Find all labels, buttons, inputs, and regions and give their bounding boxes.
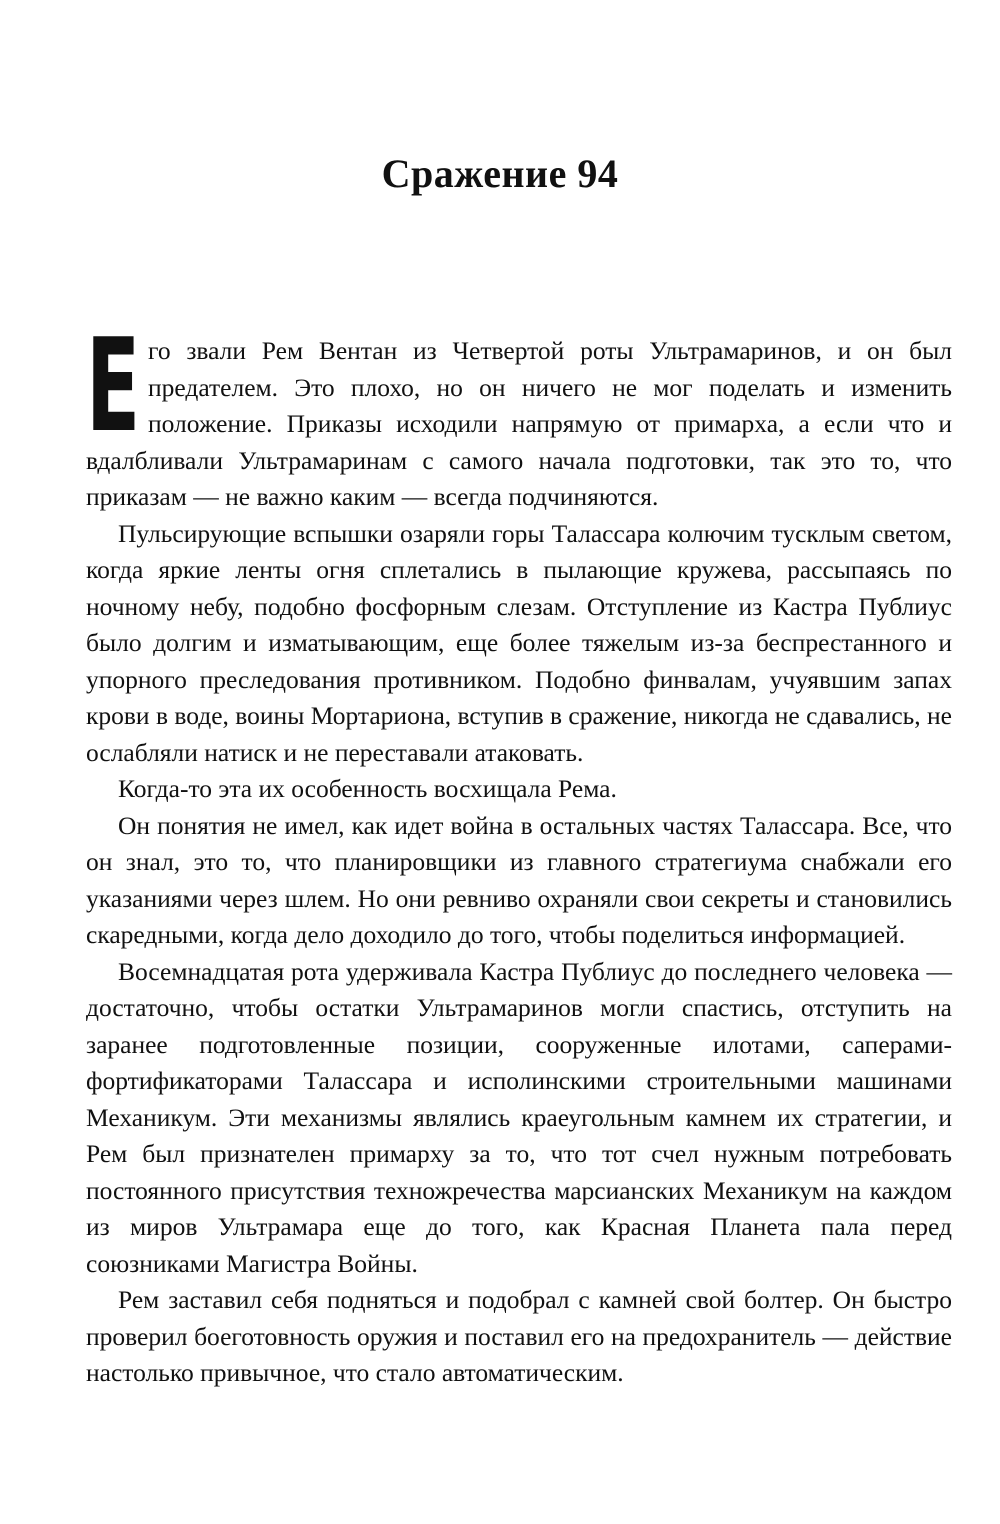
paragraph-3: Когда-то эта их особенность восхищала Рема. xyxy=(118,774,617,803)
paragraph-5: Восемнадцатая рота удерживала Кастра Публиус до последнего человека — достаточно, чтобы остатки Ультрамаринов могли спастись, отступить на заранее подготовленные позиции, сооруженные илотами, саперами-фортификаторами Талассара и исполинскими строительными машинами Механикум. Эти механизмы являлись краеугольным камнем их стратегии, и Рем был признателен примарху за то, что тот счел нужным потребовать постоянного присутствия техножречества марсианских Механикум на каждом из миров Ультрамара еще до того, как Красная Планета пала перед союзниками Магистра Войны. xyxy=(86,956,952,1278)
paragraph-1-text: го звали Рем Вентан из Четвертой роты Ультрамаринов, и он был предателем. Это плохо, но он ничего не мог поделать и изменить положение. Приказы исходили напрямую от примарха, а если что и вдалбливали Ультрамаринам с самого начала подготовки, так это то, что приказам — не важно каким — всегда подчиняются. xyxy=(86,336,952,511)
paragraph-1 xyxy=(86,312,952,516)
paragraph-4: Он понятия не имел, как идет война в остальных частях Талассара. Все, что он знал, это то, что планировщики из главного стратегиума снабжали его указаниями через шлем. Но они ревниво охраняли свои секреты и становились скаредными, когда дело доходило до того, чтобы поделиться информацией. xyxy=(86,810,952,949)
chapter-title: Сражение 94 xyxy=(381,151,619,196)
paragraph-6: Рем заставил себя подняться и подобрал с камней свой болтер. Он быстро проверил боеготовность оружия и поставил его на предохранитель — действие настолько привычное, что стало автоматическим. xyxy=(86,1285,952,1387)
body-text xyxy=(86,312,953,1392)
drop-cap: Е xyxy=(86,312,141,461)
paragraph-2: Пульсирующие вспышки озаряли горы Талассара колючим тусклым светом, когда яркие ленты огня сплетались в пылающие кружева, рассыпаясь по ночному небу, подобно фосфорным слезам. Отступление из Кастра Публиус было долгим и изматывающим, еще более тяжелым из-за беспрестанного и упорного преследования противником. Подобно финвалам, учуявшим запах крови в воде, воины Мортариона, вступив в сражение, никогда не сдавались, не ослабляли натиск и не переставали атаковать. xyxy=(86,518,953,767)
